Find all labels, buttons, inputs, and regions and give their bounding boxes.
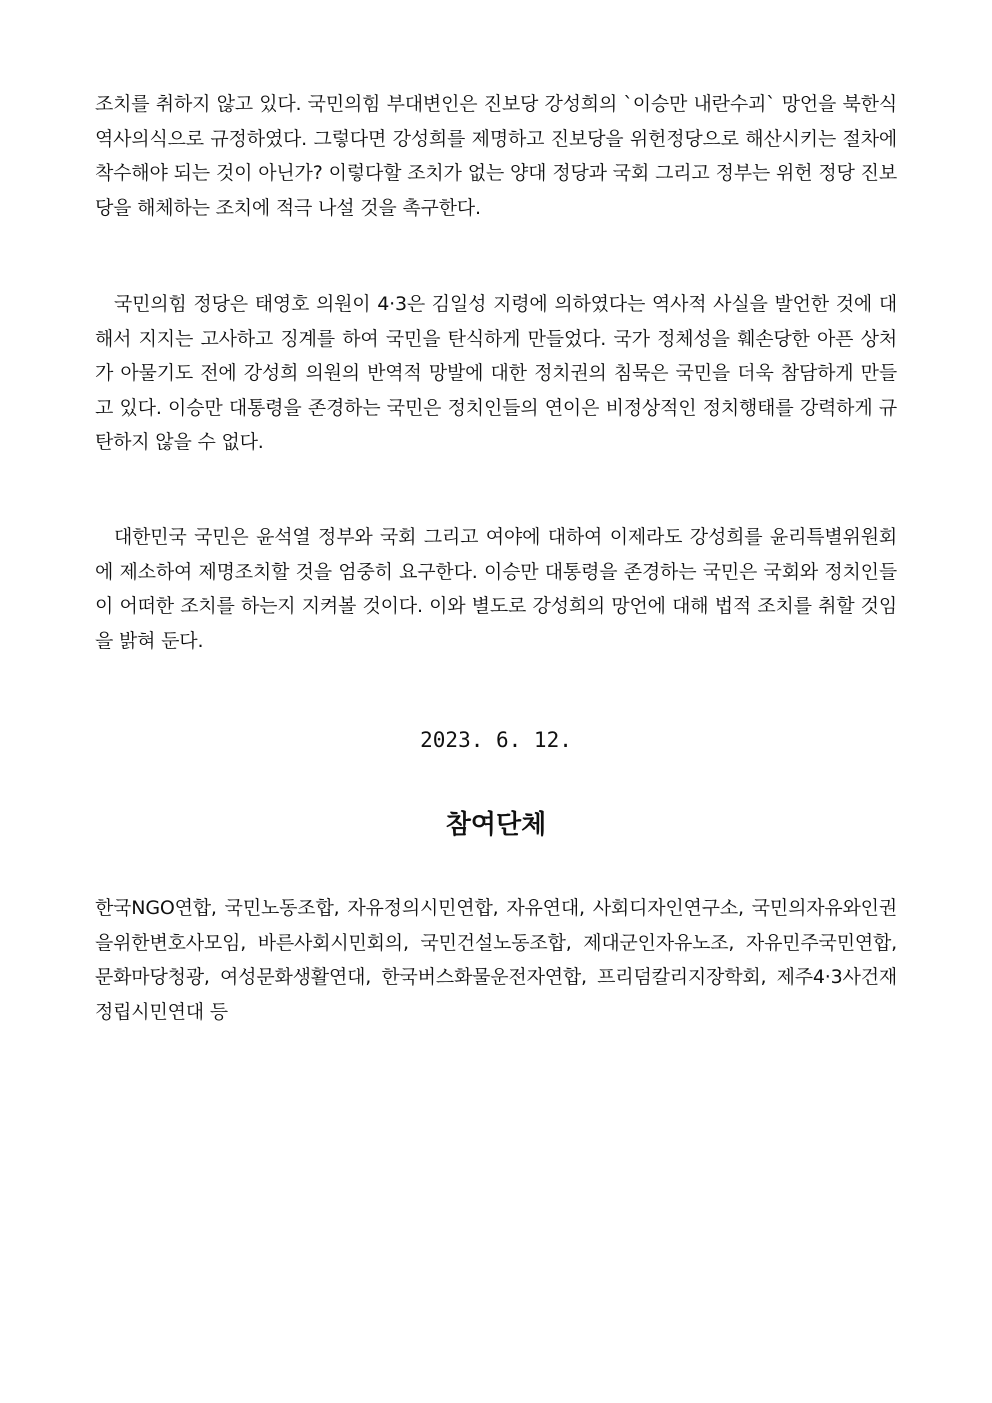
participating-organizations-list: 한국NGO연합, 국민노동조합, 자유정의시민연합, 자유연대, 사회디자인연구소, 국민의자유와인권을위한변호사모임, 바른사회시민회의, 국민건설노동조합, 제대군인자유노조, 자유민주국민연합, 문화마당청광, 여성문화생활연대, 한국버스화물운전자연합, 프리덤칼리지장학회, 제주4·3사건재정립시민연대 등 bbox=[95, 897, 897, 1023]
participating-organizations-title: 참여단체 bbox=[445, 810, 547, 840]
paragraph-demand: 대한민국 국민은 윤석열 정부와 국회 그리고 여야에 대하여 이제라도 강성희를 윤리특별위원회에 제소하여 제명조치할 것을 엄중히 요구한다. 이승만 대통령을 존경하는 국민은 국회와 정치인들이 어떠한 조치를 하는지 지켜볼 것이다. 이와 별도로 강성희의 망언에 대해 법적 조치를 취할 것임을 밝혀 둔다. bbox=[95, 526, 897, 652]
paragraph-continuation: 조치를 취하지 않고 있다. 국민의힘 부대변인은 진보당 강성희의 `이승만 내란수괴` 망언을 북한식 역사의식으로 규정하였다. 그렇다면 강성희를 제명하고 진보당을 위헌정당으로 해산시키는 절차에 착수해야 되는 것이 아닌가? 이렇다할 조치가 없는 양대 정당과 국회 그리고 정부는 위헌 정당 진보당을 해체하는 조치에 적극 나설 것을 촉구한다. bbox=[95, 93, 897, 219]
document-date: 2023. 6. 12. bbox=[420, 728, 572, 752]
paragraph-criticism: 국민의힘 정당은 태영호 의원이 4·3은 김일성 지령에 의하였다는 역사적 사실을 발언한 것에 대해서 지지는 고사하고 징계를 하여 국민을 탄식하게 만들었다. 국가 정체성을 훼손당한 아픈 상처가 아물기도 전에 강성희 의원의 반역적 망발에 대한 정치권의 침묵은 국민을 더욱 참담하게 만들고 있다. 이승만 대통령을 존경하는 국민은 정치인들의 연이은 비정상적인 정치행태를 강력하게 규탄하지 않을 수 없다. bbox=[95, 293, 897, 453]
